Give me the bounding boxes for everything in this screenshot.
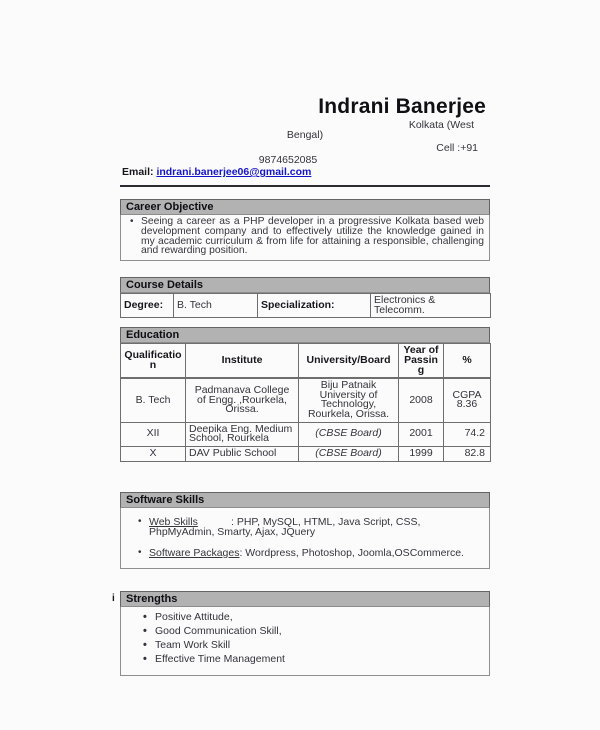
section-education [120,327,490,461]
section-software-skills [120,492,490,570]
col-year-of-passing: Year of Passing [399,344,444,378]
stray-mark: i [112,593,115,605]
skill-label: Software Packages [149,546,240,559]
percent-cell: 74.2 [444,422,491,446]
institute-cell: Padmanava College of Engg. ,Rourkela, Orissa. [186,378,299,422]
email-label: Email: [122,166,154,178]
education-row-btech [121,378,491,422]
strengths-title: Strengths [126,593,178,606]
section-career-objective [120,199,490,261]
location-line-2: Bengal) [286,129,324,141]
section-course-details [120,277,490,318]
col-qualification: Qualification [121,344,186,378]
person-name: Indrani Banerjee [318,95,486,118]
strengths-header [112,591,490,607]
education-header: Education [120,327,490,343]
col-percent: % [444,344,491,378]
strength-item: • Effective Time Management [155,652,487,666]
qualification-cell: X [121,446,186,461]
skill-label: Web Skills [149,515,198,528]
university-cell: (CBSE Board) [299,422,399,446]
education-header-row [121,344,491,378]
cell-label: Cell :+91 [436,142,478,154]
percent-cell: CGPA 8.36 [444,378,491,422]
skill-item-software-packages [149,548,483,559]
skill-values: : Wordpress, Photoshop, Joomla,OSCommerce. [239,546,464,559]
skill-values: : PHP, MySQL, HTML, Java Script, CSS, PhpMyAdmin, Smarty, Ajax, JQuery [149,515,421,539]
strength-item: • Team Work Skill [155,638,487,652]
email-link[interactable]: indrani.banerjee06@gmail.com [156,166,312,178]
col-university-board: University/Board [299,344,399,378]
software-skills-header: Software Skills [120,492,490,508]
skill-item-web-skills [149,517,483,538]
strength-item: • Good Communication Skill, [155,624,487,638]
course-details-header: Course Details [120,277,490,293]
email-line [120,167,490,178]
education-table [120,343,491,461]
career-objective-body [120,215,490,261]
university-cell: Biju Patnaik University of Technology, Rourkela, Orissa. [299,378,399,422]
qualification-cell: XII [121,422,186,446]
phone-number: 9874652085 [258,154,318,166]
course-details-row [121,294,491,318]
university-cell: (CBSE Board) [299,446,399,461]
resume-content [112,0,490,676]
education-row-x [121,446,491,461]
institute-cell: Deepika Eng. Medium School, Rourkela [186,422,299,446]
strength-item: • Positive Attitude, [155,610,487,624]
year-cell: 2001 [399,422,444,446]
specialization-value-cell: Electronics & Telecomm. [371,294,491,318]
specialization-label-cell: Specialization: [258,294,371,318]
education-row-xii [121,422,491,446]
section-strengths [112,591,490,676]
degree-label-cell: Degree: [121,294,174,318]
year-cell: 2008 [399,378,444,422]
col-institute: Institute [186,344,299,378]
career-objective-header: Career Objective [120,199,490,215]
location-line-1: Kolkata (West [408,119,474,131]
career-objective-text: • Seeing a career as a PHP developer in a progressive Kolkata based web development company and to effectively utilize the knowledge gained in my academic curriculum & from life for attaining a responsible, challenging and rewarding position. [141,217,484,256]
software-skills-body [120,508,490,570]
year-cell: 1999 [399,446,444,461]
strengths-body [120,607,490,676]
institute-cell: DAV Public School [186,446,299,461]
course-details-table [120,293,491,318]
header-divider [120,185,490,187]
percent-cell: 82.8 [444,446,491,461]
qualification-cell: B. Tech [121,378,186,422]
degree-value-cell: B. Tech [174,294,258,318]
